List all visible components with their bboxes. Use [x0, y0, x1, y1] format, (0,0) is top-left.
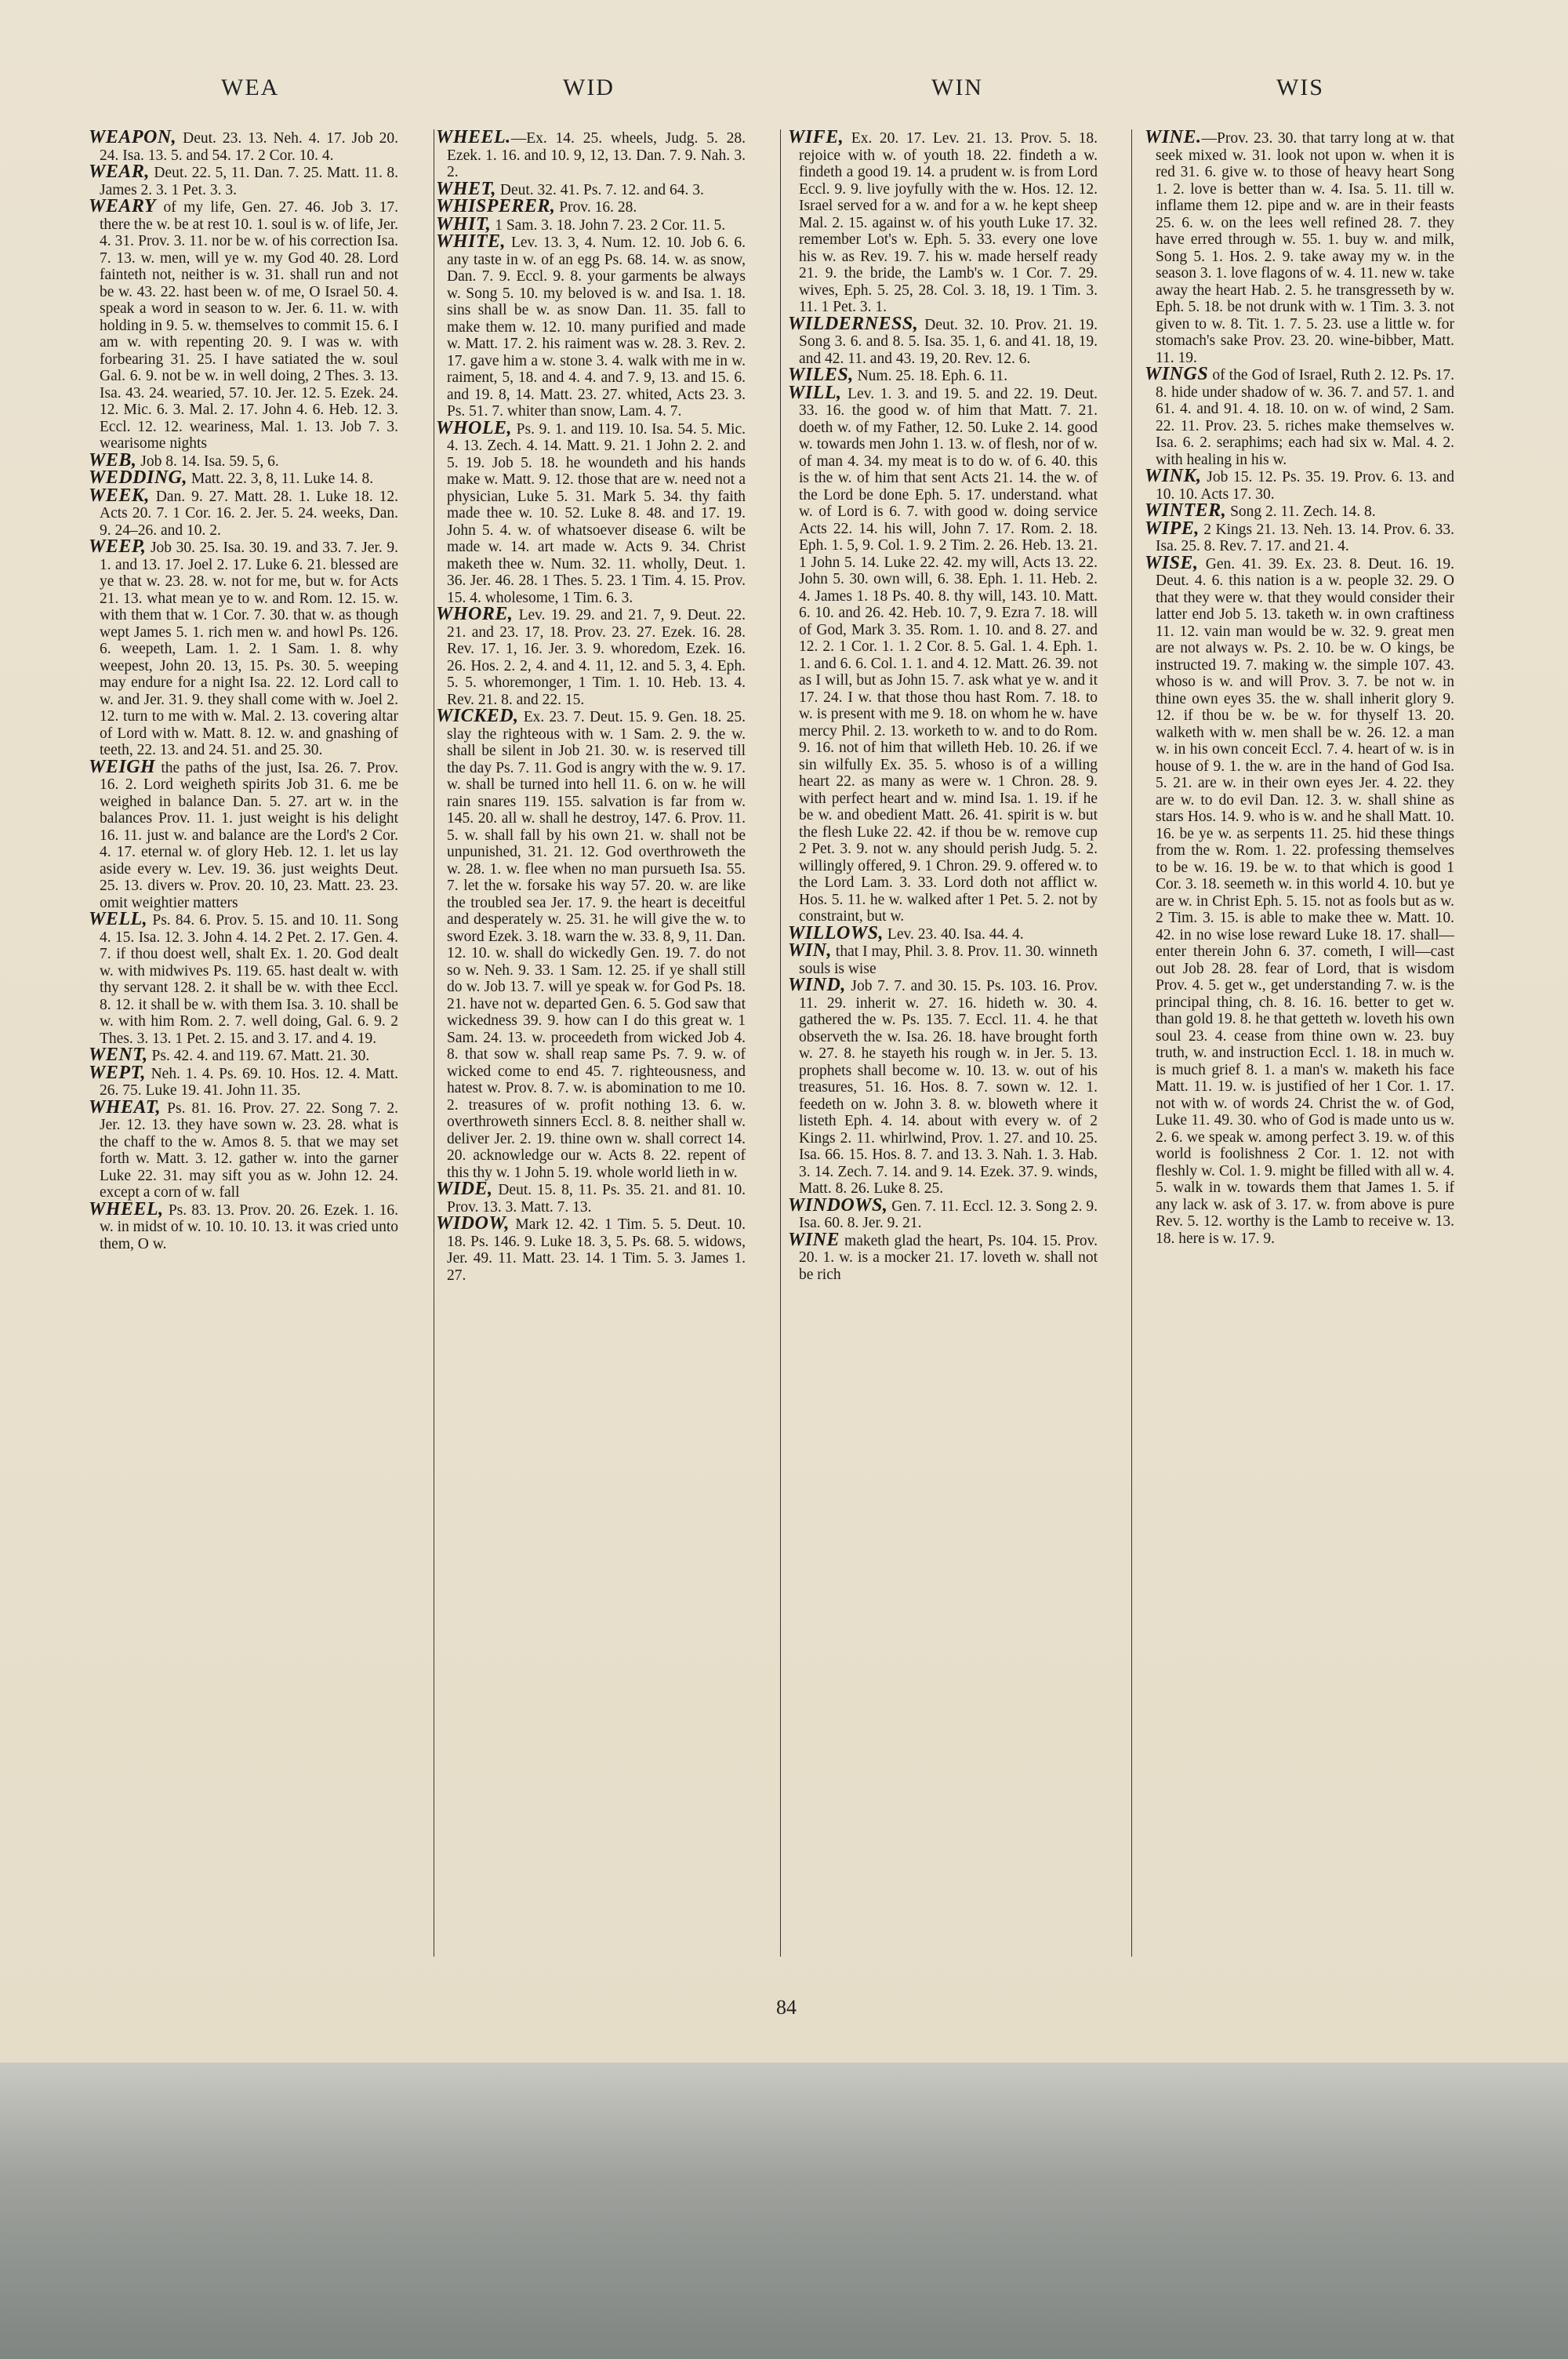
entry-text: the paths of the just, Isa. 26. 7. Prov. 16. 2. Lord weigheth spirits Job 31. 6. me be weighed in balance Dan. 5. 27. art w. in the balances Prov. 11. 1. just weight is his delight 16. 11. just w. and balance are the Lord's 2 Cor. 4. 17. eternal w. of glory Heb. 12. 1. let us lay aside every w. Lev. 19. 36. just weights Deut. 25. 13. divers w. Prov. 20. 10, 23. Matt. 23. 23. omit weightier matters: [100, 759, 398, 911]
concordance-entry: [788, 382, 1098, 925]
entry-text: Job 30. 25. Isa. 30. 19. and 33. 7. Jer. 9. 1. and 13. 17. Joel 2. 17. Luke 6. 21. blessed are ye that w. 23. 28. w. not for me, but w. for Acts 21. 13. what mean ye to w. and Rom. 12. 15. w. with them that w. 1 Cor. 7. 30. that w. as though wept James 5. 1. rich men w. and howl Ps. 126. 6. weepeth, Lam. 1. 2. 1 Sam. 1. 8. why weepest, John 20. 13, 15. Ps. 30. 5. weeping may endure for a night Isa. 22. 12. Lord call to w. and Jer. 31. 9. they shall come with w. Joel 2. 12. turn to me with w. Mal. 2. 13. covering altar of Lord with w. Matt. 8. 12. w. and gnashing of teeth, 22. 13. and 24. 51. and 25. 30.: [100, 540, 398, 758]
concordance-entry: [89, 129, 398, 164]
concordance-entry: [788, 1194, 1098, 1232]
entry-text: that I may, Phil. 3. 8. Prov. 11. 30. winneth souls is wise: [799, 943, 1098, 977]
column-3: [788, 129, 1098, 1972]
entry-text: Job 8. 14. Isa. 59. 5, 6.: [136, 453, 279, 470]
entry-text: Song 2. 11. Zech. 14. 8.: [1226, 503, 1376, 520]
entry-text: Ps. 9. 1. and 119. 10. Isa. 54. 5. Mic. 4. 13. Zech. 4. 14. Matt. 9. 21. 1 John 2. 2. and 5. 19. Job 5. 18. he woundeth and his hands make w. Matt. 9. 12. those that are w. need not a physician, Luke 5. 31. Mark 5. 34. thy faith made thee w. 10. 52. Luke 8. 48. and 17. 19. John 5. 4. w. of whatsoever disease 6. wilt be made w. 14. art made w. Acts 9. 34. Christ maketh thee w. Num. 32. 11. wholly, Deut. 1. 36. Jer. 46. 28. 1 Thes. 5. 23. 1 Tim. 4. 15. Prov. 15. 4. wholesome, 1 Tim. 6. 3.: [447, 420, 746, 606]
entry-headword: WIN,: [788, 940, 833, 961]
entry-text: Ex. 23. 7. Deut. 15. 9. Gen. 18. 25. slay the righteous with w. 1 Sam. 2. 9. the w. shall be silent in Job 21. 30. w. is reserved till the day Ps. 7. 11. God is angry with the w. 9. 17. w. shall be turned into hell 11. 6. on w. he will rain snares 119. 155. salvation is far from w. 145. 20. all w. shall he destroy, 147. 6. Prov. 11. 5. w. shall fall by his own 21. w. shall not be unpunished, 31. 21. 12. God overthroweth the w. 28. 1. w. flee when no man pursueth Isa. 55. 7. let the w. forsake his way 57. 20. w. are like the troubled sea Jer. 17. 9. the heart is deceitful and desperately w. 25. 31. he will give the w. to sword Ezek. 3. 18. warn the w. 33. 8, 9, 11. Dan. 12. 10. w. shall do wickedly Gen. 19. 7. do not so w. Neh. 9. 33. 1 Sam. 12. 25. if ye shall still do w. Job 13. 7. will ye speak w. for God Ps. 18. 21. have not w. departed Gen. 6. 5. God saw that wickedness 39. 9. how can I do this great w. 1 Sam. 24. 13. w. proceedeth from wicked Job 4. 8. that sow w. shall reap same Ps. 7. 9. w. of wicked come to end 45. 7. righteousness, and hatest w. Prov. 8. 7. w. is abomination to me 10. 2. treasures of w. profit nothing 13. 6. w. overthroweth sinners Eccl. 8. 8. neither shall w. deliver Jer. 2. 19. thine own w. shall correct 14. 20. acknowledge our w. Acts 8. 22. repent of this thy w. 1 John 5. 19. whole world lieth in w.: [447, 709, 746, 1181]
running-head-col3: WIN: [931, 75, 983, 100]
entry-text: Mark 12. 42. 1 Tim. 5. 5. Deut. 10. 18. Ps. 146. 9. Luke 18. 3, 5. Ps. 68. 5. widows, Jer. 49. 11. Matt. 23. 14. 1 Tim. 5. 3. James 1. 27.: [447, 1216, 746, 1284]
entry-headword: WEPT,: [89, 1062, 146, 1083]
entry-headword: WHEEL,: [89, 1198, 164, 1219]
entry-headword: WIPE,: [1145, 518, 1200, 539]
concordance-entry: [436, 129, 746, 181]
entry-headword: WILES,: [788, 365, 854, 385]
concordance-entry: [1145, 468, 1454, 503]
concordance-entry: [89, 1096, 398, 1201]
column-4: [1145, 129, 1454, 1972]
entry-headword: WILL,: [788, 382, 842, 403]
entry-headword: WENT,: [89, 1045, 148, 1065]
concordance-entry: [788, 129, 1098, 316]
concordance-entry: [1145, 129, 1454, 366]
entry-headword: WEIGH: [89, 756, 156, 777]
entry-headword: WEARY: [89, 196, 157, 216]
concordance-entry: [89, 485, 398, 540]
entry-text: Matt. 22. 3, 8, 11. Luke 14. 8.: [187, 471, 374, 487]
entry-headword: WIDOW,: [436, 1213, 510, 1234]
entry-headword: WEEK,: [89, 485, 150, 506]
concordance-entry: [788, 922, 1098, 943]
entry-headword: WISE,: [1145, 552, 1199, 573]
entry-headword: WINE.: [1145, 129, 1202, 147]
entry-text: Gen. 7. 11. Eccl. 12. 3. Song 2. 9. Isa. 60. 8. Jer. 9. 21.: [799, 1198, 1098, 1231]
entry-text: of the God of Israel, Ruth 2. 12. Ps. 17. 8. hide under shadow of w. 36. 7. and 57. 1. and 61. 4. and 91. 4. 18. 10. on w. of wind, 2 Sam. 22. 11. Prov. 23. 5. riches make themselves w. Isa. 6. 2. seraphims; each had six w. Mal. 4. 2. with healing in his w.: [1156, 367, 1454, 468]
entry-headword: WINDOWS,: [788, 1194, 888, 1216]
entry-headword: WINTER,: [1145, 500, 1227, 521]
running-head-col1: WEA: [221, 75, 280, 100]
entry-text: —Ex. 14. 25. wheels, Judg. 5. 28. Ezek. 1. 16. and 10. 9, 12, 13. Dan. 7. 9. Nah. 3. 2.: [447, 130, 746, 180]
concordance-entry: [436, 1213, 746, 1284]
entry-text: Ps. 81. 16. Prov. 27. 22. Song 7. 2. Jer. 12. 13. they have sown w. 23. 28. what is the chaff to the w. Amos 8. 5. that we may set forth w. Matt. 3. 12. gather w. into the garner Luke 22. 31. may sift you as w. John 12. 24. except a corn of w. fall: [100, 1100, 398, 1201]
entry-text: Ps. 83. 13. Prov. 20. 26. Ezek. 1. 16. w. in midst of w. 10. 10. 10. 13. it was cried unto them, O w.: [100, 1201, 398, 1252]
entry-text: Ps. 42. 4. and 119. 67. Matt. 21. 30.: [147, 1048, 370, 1064]
entry-headword: WINE: [788, 1229, 840, 1250]
entry-text: Prov. 16. 28.: [555, 199, 637, 216]
entry-text: 1 Sam. 3. 18. John 7. 23. 2 Cor. 11. 5.: [491, 216, 726, 234]
entry-headword: WEEP,: [89, 536, 147, 557]
concordance-entry: [436, 417, 746, 607]
entry-text: Ex. 20. 17. Lev. 21. 13. Prov. 5. 18. rejoice with w. of youth 18. 22. findeth a w. findeth a good 19. 14. a prudent w. is from Lord Eccl. 9. 9. live joyfully with the w. Hos. 12. 12. Israel served for a w. and for a w. he kept sheep Mal. 2. 15. against w. of his youth Luke 17. 32. remember Lot's w. Eph. 5. 33. every one love his w. as Rev. 19. 7. his w. made herself ready 21. 9. the bride, the Lamb's w. 1 Cor. 7. 29. wives, Eph. 5. 25, 28. Col. 3. 18, 19. 1 Tim. 3. 11. 1 Pet. 3. 1.: [799, 130, 1098, 315]
entry-headword: WHIT,: [436, 213, 492, 234]
page-number: 84: [776, 1996, 797, 2019]
entry-headword: WHEEL.: [436, 129, 511, 147]
entry-text: Job 15. 12. Ps. 35. 19. Prov. 6. 13. and 10. 10. Acts 17. 30.: [1156, 469, 1454, 503]
entry-text: Dan. 9. 27. Matt. 28. 1. Luke 18. 12. Acts 20. 7. 1 Cor. 16. 2. Jer. 5. 24. weeks, Dan. 9. 24–26. and 10. 2.: [100, 488, 398, 539]
column-rule: [780, 129, 781, 1957]
concordance-entry: [89, 1062, 398, 1100]
concordance-entry: [436, 1181, 746, 1216]
entry-headword: WHITE,: [436, 231, 506, 252]
entry-text: Lev. 13. 3, 4. Num. 12. 10. Job 6. 6. any taste in w. of an egg Ps. 68. 14. w. as snow, Dan. 7. 9. Eccl. 9. 8. your garments be always w. Song 5. 10. my beloved is w. and Isa. 1. 18. sins shall be w. as snow Dan. 11. 35. fall to make them w. 12. 10. many purified and made w. Matt. 17. 2. his raiment was w. 28. 3. Rev. 2. 17. gave him a w. stone 3. 4. walk with me in w. raiment, 5, 18. and 4. 4. and 7. 9, 13. and 15. 6. and 19. 8, 14. Matt. 23. 27. whited, Acts 23. 3. Ps. 51. 7. whiter than snow, Lam. 4. 7.: [447, 234, 746, 420]
entry-text: Deut. 22. 5, 11. Dan. 7. 25. Matt. 11. 8. James 2. 3. 1 Pet. 3. 3.: [100, 165, 398, 198]
entry-text: —Prov. 23. 30. that tarry long at w. that seek mixed w. 31. look not upon w. when it is red 31. 6. give w. to those of heavy heart Song 1. 2. love is better than w. 4. Isa. 5. 11. till w. inflame them 12. pipe and w. are in their feasts 25. 6. w. on the lees well refined 28. 7. they have erred through w. 55. 1. buy w. and milk, Song 5. 1. Hos. 2. 9. take away my w. in the season 3. 1. love flagons of w. 4. 11. new w. take away the heart Hab. 2. 5. he transgresseth by w. Eph. 5. 18. be not drunk with w. 1 Tim. 3. 3. not given to w. 8. Tit. 1. 7. 5. 23. use a little w. for stomach's sake Prov. 23. 20. wine-bibber, Matt. 11. 19.: [1156, 130, 1454, 366]
scan-background: [0, 2063, 1568, 2359]
running-head-col4: WIS: [1276, 75, 1324, 100]
entry-text: 2 Kings 21. 13. Neh. 13. 14. Prov. 6. 33. Isa. 25. 8. Rev. 7. 17. and 21. 4.: [1156, 521, 1454, 554]
concordance-entry: [788, 977, 1098, 1198]
entry-headword: WHISPERER,: [436, 196, 556, 216]
entry-text: Deut. 32. 41. Ps. 7. 12. and 64. 3.: [495, 181, 704, 198]
concordance-entry: [89, 1198, 398, 1253]
entry-text: Lev. 19. 29. and 21. 7, 9. Deut. 22. 21. and 23. 17, 18. Prov. 23. 27. Ezek. 16. 28. Rev. 17. 1, 16. Jer. 3. 9. whoredom, Ezek. 16. 26. Hos. 2. 2, 4. and 4. 11, 12. and 5. 3, 4. Eph. 5. 5. whoremonger, 1 Tim. 1. 10. Heb. 13. 4. Rev. 21. 8. and 22. 15.: [447, 607, 746, 708]
column-rule: [1131, 129, 1132, 1957]
concordance-entry: [436, 708, 746, 1181]
concordance-entry: [89, 164, 398, 198]
entry-text: Ps. 84. 6. Prov. 5. 15. and 10. 11. Song 4. 15. Isa. 12. 3. John 4. 14. 2 Pet. 2. 17. Gen. 4. 7. if thou doest well, shalt Ex. 1. 20. God dealt w. with midwives Ps. 119. 65. hast dealt w. with thy servant 128. 2. it shall be w. with thee Eccl. 8. 12. it shall be w. with them Isa. 3. 10. shall be w. with him Rom. 2. 7. well doing, Gal. 6. 9. 2 Thes. 3. 13. 1 Pet. 2. 15. and 3. 17. and 4. 19.: [100, 912, 398, 1047]
entry-text: maketh glad the heart, Ps. 104. 15. Prov. 20. 1. w. is a mocker 21. 17. loveth w. shall not be rich: [799, 1232, 1098, 1283]
concordance-entry: [436, 231, 746, 420]
concordance-entry: [1145, 366, 1454, 468]
entry-headword: WEAPON,: [89, 129, 177, 147]
entry-headword: WIND,: [788, 975, 846, 995]
entry-text: Gen. 41. 39. Ex. 23. 8. Deut. 16. 19. Deut. 4. 6. this nation is a w. people 32. 29. O that they were w. that they would consider their latter end Job 5. 13. taketh w. in own craftiness 11. 12. vain man would be w. 32. 9. great men are not always w. Ps. 2. 10. be w. O kings, be instructed 19. 7. making w. the simple 107. 43. whoso is w. and will Prov. 3. 7. be not w. in thine own eyes 35. the w. shall inherit glory 9. 12. if thou be w. be w. for thyself 13. 20. walketh with w. men shall be w. 26. 12. a man w. in his own conceit Eccl. 7. 4. heart of w. is in house of 9. 1. the w. are in the hand of God Isa. 5. 21. are w. in their own eyes Jer. 4. 22. they are w. to do evil Dan. 12. 3. w. shall shine as stars Hos. 14. 9. who is w. and he shall Matt. 10. 16. be ye w. as serpents 11. 25. hid these things from the w. Rom. 1. 22. professing themselves to be w. 16. 19. be w. to that which is good 1 Cor. 3. 18. seemeth w. in this world 4. 10. but ye are w. in Christ Eph. 5. 15. not as fools but as w. 2 Tim. 3. 15. is able to make thee w. Matt. 10. 42. in no wise lose reward Luke 18. 17. shall—enter therein John 6. 37. cometh, I will—cast out Job 28. 28. fear of Lord, that is wisdom Prov. 4. 5. get w., get understanding 7. w. is the principal thing, ch. 8. 16. 16. better to get w. than gold 19. 8. he that getteth w. loveth his own soul 23. 4. cease from thine own w. 23. buy truth, w. and instruction Eccl. 1. 18. in much w. is much grief 8. 1. a man's w. maketh his face Matt. 11. 19. w. is justified of her 1 Cor. 1. 17. not with w. of words 24. Christ the w. of God, Luke 11. 49. 30. who of God is made unto us w. 2. 6. we speak w. among perfect 3. 19. w. of this world is foolishness 2 Cor. 1. 12. not with fleshly w. Col. 1. 9. might be filled with all w. 4. 5. walk in w. towards them that James 1. 5. if any lack w. ask of 3. 17. w. from above is pure Rev. 5. 12. worthy is the Lamb to receive w. 13. 18. here is w. 17. 9.: [1156, 555, 1454, 1247]
entry-headword: WILLOWS,: [788, 922, 884, 943]
entry-headword: WHEAT,: [89, 1096, 162, 1118]
entry-headword: WINK,: [1145, 466, 1202, 486]
entry-text: Deut. 23. 13. Neh. 4. 17. Job 20. 24. Isa. 13. 5. and 54. 17. 2 Cor. 10. 4.: [100, 130, 398, 164]
entry-headword: WINGS: [1145, 364, 1209, 384]
entry-headword: WILDERNESS,: [788, 313, 919, 334]
running-head-col2: WID: [563, 75, 615, 100]
entry-text: of my life, Gen. 27. 46. Job 3. 17. there the w. be at rest 10. 1. soul is w. of life, Jer. 4. 31. Prov. 3. 11. nor be w. of his correction Isa. 7. 13. w. men, will ye w. my God 40. 28. Lord fainteth not, neither is w. 31. shall run and not be w. 43. 22. hast been w. of me, O Israel 50. 4. speak a word in season to w. Jer. 6. 11. w. with holding in 9. 5. w. themselves to commit 15. 6. I am w. with repenting 20. 9. I was w. with forbearing 31. 25. I have satiated the w. soul Gal. 6. 9. not be w. in well doing, 2 Thes. 3. 13. Isa. 43. 24. wearied, 57. 10. Jer. 12. 5. Ezek. 24. 12. Mic. 6. 3. Mal. 2. 17. John 4. 6. Heb. 12. 3. Eccl. 12. 12. weariness, Mal. 1. 13. Job 7. 3. wearisome nights: [100, 199, 398, 452]
entry-headword: WICKED,: [436, 706, 519, 726]
entry-text: Neh. 1. 4. Ps. 69. 10. Hos. 12. 4. Matt. 26. 75. Luke 19. 41. John 11. 35.: [100, 1065, 398, 1099]
concordance-entry: [1145, 518, 1454, 555]
entry-text: Lev. 23. 40. Isa. 44. 4.: [884, 925, 1024, 943]
entry-headword: WHET,: [436, 178, 496, 199]
concordance-entry: [89, 756, 398, 912]
column-1: [89, 129, 398, 1972]
running-heads: [0, 75, 1568, 114]
concordance-entry: [788, 313, 1098, 368]
entry-headword: WHOLE,: [436, 417, 513, 438]
concordance-entry: [89, 911, 398, 1047]
concordance-entry: [436, 606, 746, 708]
entry-headword: WEB,: [89, 449, 137, 471]
column-2: [436, 129, 746, 1972]
entry-headword: WHORE,: [436, 604, 514, 624]
entry-text: Deut. 32. 10. Prov. 21. 19. Song 3. 6. and 8. 5. Isa. 35. 1, 6. and 41. 18, 19. and 42. 11. and 43. 19, 20. Rev. 12. 6.: [799, 316, 1098, 367]
entry-text: Lev. 1. 3. and 19. 5. and 22. 19. Deut. 33. 16. the good w. of him that Matt. 7. 21. doeth w. of my Father, 12. 50. Luke 2. 14. good w. towards men John 1. 13. w. of flesh, nor of w. of man 4. 34. my meat is to do w. of 6. 40. this is the w. of him that sent Acts 21. 14. the w. of the Lord be done Eph. 5. 17. understand. what w. of Lord is 6. 7. with good w. doing service Acts 22. 14. his will, John 7. 17. Rom. 2. 18. Eph. 1. 5, 9. Col. 1. 9. 2 Tim. 2. 26. Heb. 13. 21. 1 John 5. 14. Luke 22. 42. my will, Acts 13. 22. John 5. 30. own will, 6. 38. Eph. 1. 11. Heb. 2. 4. James 1. 18 Ps. 40. 8. thy will, 143. 10. Matt. 6. 10. and 26. 42. Heb. 10. 7, 9. Ezra 7. 18. will of God, Mark 3. 35. Rom. 1. 10. and 8. 27. and 12. 2. 1 Cor. 1. 1. 2 Cor. 8. 5. Gal. 1. 4. Eph. 1. 1. and 6. 6. Col. 1. 1. and 4. 12. Matt. 26. 39. not as I will, but as John 15. 7. ask what ye w. and it 17. 24. I w. that those thou hast Rom. 7. 18. to w. is present with me 9. 18. on whom he w. have mercy Phil. 2. 13. worketh to w. and to do Rom. 9. 16. not of him that willeth Heb. 10. 26. if we sin wilfully Ex. 35. 5. whoso is of a willing heart 22. as many as were w. 1 Chron. 28. 9. with perfect heart and w. mind Isa. 1. 19. if he be w. and obedient Matt. 26. 41. spirit is w. but the flesh Luke 22. 42. if thou be w. remove cup 2 Pet. 3. 9. not w. any should perish Judg. 5. 2. willingly offered, 9. 1 Chron. 29. 9. offered w. to the Lord Lam. 3. 33. Lord doth not afflict w. Hos. 5. 11. he w. walked after 1 Pet. 5. 2. not by constraint, but w.: [799, 385, 1098, 925]
entry-headword: WELL,: [89, 909, 148, 929]
entry-text: Deut. 15. 8, 11. Ps. 35. 21. and 81. 10. Prov. 13. 3. Matt. 7. 13.: [447, 1182, 746, 1216]
entry-headword: WIFE,: [788, 129, 844, 147]
entry-text: Num. 25. 18. Eph. 6. 11.: [853, 368, 1008, 384]
concordance-entry: [89, 536, 398, 759]
entry-headword: WEDDING,: [89, 467, 188, 488]
entry-headword: WEAR,: [89, 162, 150, 182]
concordance-entry: [788, 940, 1098, 977]
concordance-entry: [1145, 552, 1454, 1248]
entry-text: Job 7. 7. and 30. 15. Ps. 103. 16. Prov. 11. 29. inherit w. 27. 16. hideth w. 30. 4. gathered the w. Ps. 135. 7. Eccl. 11. 4. he that observeth the w. Isa. 26. 18. have brought forth w. 27. 8. he stayeth his rough w. in Jer. 5. 13. prophets shall become w. 10. 13. w. out of his treasures, 51. 16. Hos. 8. 7. sown w. 12. 1. feedeth on w. John 3. 8. w. bloweth where it listeth Eph. 4. 14. about with every w. of 2 Kings 2. 11. whirlwind, Prov. 1. 27. and 10. 25. Isa. 66. 15. Hos. 8. 7. and 13. 3. Nah. 1. 3. Hab. 3. 14. Zech. 7. 14. and 9. 14. Ezek. 37. 9. winds, Matt. 8. 26. Luke 8. 25.: [799, 978, 1098, 1197]
concordance-entry: [788, 1229, 1098, 1284]
entry-headword: WIDE,: [436, 1179, 493, 1199]
concordance-entry: [89, 198, 398, 453]
